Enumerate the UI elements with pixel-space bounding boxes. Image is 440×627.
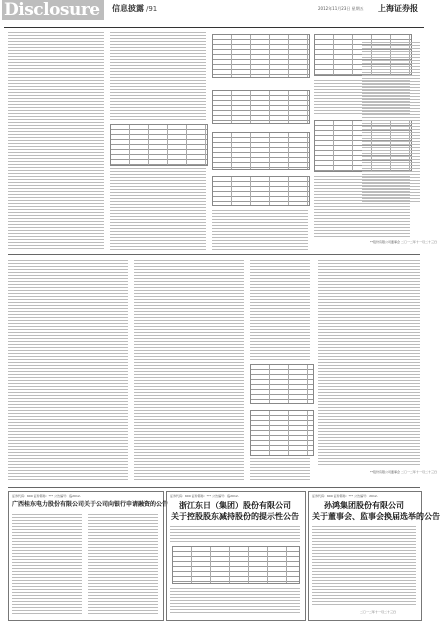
data-table <box>250 410 314 456</box>
data-table <box>250 364 314 404</box>
dateline: 2012年11月23日 星期五 <box>318 6 364 11</box>
page-number: /91 <box>146 5 158 13</box>
section-name: 信息披露 <box>112 4 144 13</box>
stock-code-line: 证券代码：600 证券简称：*** 公告编号：临2012- <box>170 494 239 498</box>
masthead-rule <box>4 27 424 28</box>
article-column-2 <box>110 32 206 120</box>
section-rule <box>8 487 420 488</box>
brand-banner: Disclosure <box>2 0 104 20</box>
signature: **股份有限公司董事会 二〇一二年十一月二十三日 <box>370 470 437 474</box>
article-column-1 <box>8 32 104 250</box>
signature: **股份有限公司董事会 二〇一二年十一月二十三日 <box>370 240 437 244</box>
notice-title: 关于控股股东减持股份的提示性公告 <box>171 512 299 521</box>
article-column-2b <box>110 168 206 250</box>
data-table <box>212 132 310 170</box>
notice-body <box>312 526 416 606</box>
notice-title: 浙江东日（集团）股份有限公司 <box>179 501 291 510</box>
signature: 二〇一二年十一月二十三日 <box>360 610 397 614</box>
data-table <box>212 90 310 124</box>
article-column-7 <box>134 260 244 482</box>
newspaper-name: 上海证券报 <box>378 3 418 13</box>
article-column-9 <box>318 260 420 466</box>
article-column-5 <box>362 42 420 202</box>
notice-title: 关于董事会、监事会换届选举的公告 <box>312 512 440 521</box>
data-table <box>212 34 310 78</box>
section-rule <box>8 254 420 255</box>
notice-title: 孙鸿集团股份有限公司 <box>324 501 404 510</box>
notice-body <box>170 526 300 542</box>
data-table <box>212 176 310 206</box>
article-column-8b <box>250 458 310 482</box>
article-column-3 <box>212 210 308 250</box>
notice-body <box>88 514 158 614</box>
notice-body <box>170 588 300 614</box>
stock-code-line: 证券代码：600 证券简称：*** 公告编号：2012- <box>312 494 378 498</box>
data-table <box>110 124 208 166</box>
notice-body <box>12 514 82 614</box>
article-column-8 <box>250 260 310 360</box>
notice-title: 广西桂东电力股份有限公司关于公司向银行申请融资的公告 <box>12 501 169 508</box>
article-column-6 <box>8 260 128 482</box>
stock-code-line: 证券代码：600 证券简称：*** 公告编号：临2012- <box>12 494 81 498</box>
data-table <box>172 546 300 584</box>
